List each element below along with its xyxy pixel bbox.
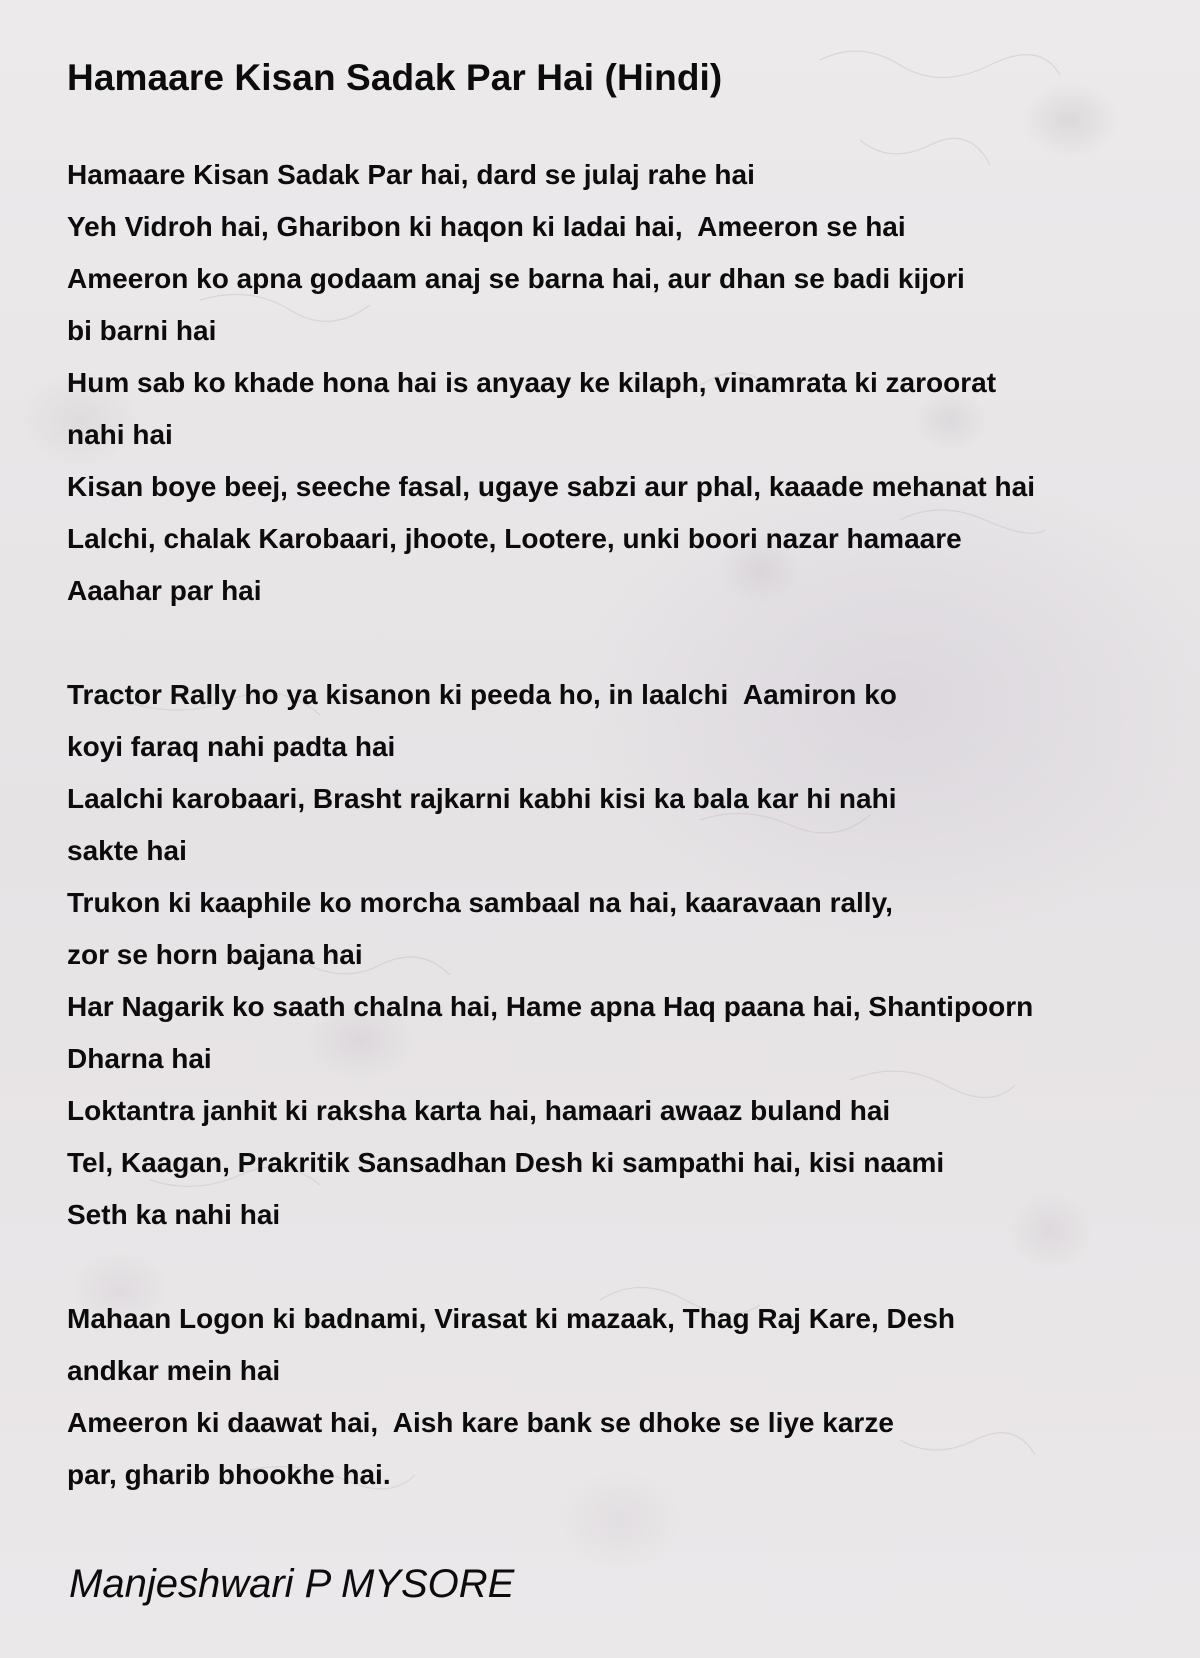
poem-line: Trukon ki kaaphile ko morcha sambaal na hai, kaaravaan rally,: [67, 887, 893, 918]
poem-line: Hamaare Kisan Sadak Par hai, dard se julaj rahe hai: [67, 159, 755, 190]
poem-line: Dharna hai: [67, 1043, 212, 1074]
poem-line: koyi faraq nahi padta hai: [67, 731, 396, 762]
stanza-break: [67, 617, 1192, 669]
poem-line: Har Nagarik ko saath chalna hai, Hame apna Haq paana hai, Shantipoorn: [67, 991, 1034, 1022]
poem-line: Seth ka nahi hai: [67, 1199, 281, 1230]
poem-line: Ameeron ki daawat hai, Aish kare bank se dhoke se liye karze: [67, 1407, 894, 1438]
poem-line: Kisan boye beej, seeche fasal, ugaye sabzi aur phal, kaaade mehanat hai: [67, 471, 1035, 502]
poem-line: Yeh Vidroh hai, Gharibon ki haqon ki ladai hai, Ameeron se hai: [67, 211, 906, 242]
poem-line: Aaahar par hai: [67, 575, 262, 606]
stanza-3: [67, 1293, 1192, 1501]
poem-line: Mahaan Logon ki badnami, Virasat ki mazaak, Thag Raj Kare, Desh: [67, 1303, 955, 1334]
stanza-1: [67, 149, 1192, 617]
poem-line: bi barni hai: [67, 315, 217, 346]
poem-line: Loktantra janhit ki raksha karta hai, hamaari awaaz buland hai: [67, 1095, 891, 1126]
poem-line: andkar mein hai: [67, 1355, 281, 1386]
poem-line: zor se horn bajana hai: [67, 939, 363, 970]
poem-line: sakte hai: [67, 835, 187, 866]
poem-line: Hum sab ko khade hona hai is anyaay ke kilaph, vinamrata ki zaroorat: [67, 367, 997, 398]
poem-line: Lalchi, chalak Karobaari, jhoote, Lootere, unki boori nazar hamaare: [67, 523, 962, 554]
stanza-break: [67, 1241, 1192, 1293]
stanza-2: [67, 669, 1192, 1241]
poem-author: Manjeshwari P MYSORE: [69, 1562, 515, 1606]
poem-title: Hamaare Kisan Sadak Par Hai (Hindi): [67, 57, 723, 98]
poem-line: Tel, Kaagan, Prakritik Sansadhan Desh ki sampathi hai, kisi naami: [67, 1147, 945, 1178]
poem-line: Ameeron ko apna godaam anaj se barna hai, aur dhan se badi kijori: [67, 263, 965, 294]
poem-line: par, gharib bhookhe hai.: [67, 1459, 391, 1490]
poem-line: nahi hai: [67, 419, 173, 450]
poem-line: Laalchi karobaari, Brasht rajkarni kabhi kisi ka bala kar hi nahi: [67, 783, 897, 814]
poem-line: Tractor Rally ho ya kisanon ki peeda ho, in laalchi Aamiron ko: [67, 679, 897, 710]
poem-body: [67, 149, 1192, 1501]
